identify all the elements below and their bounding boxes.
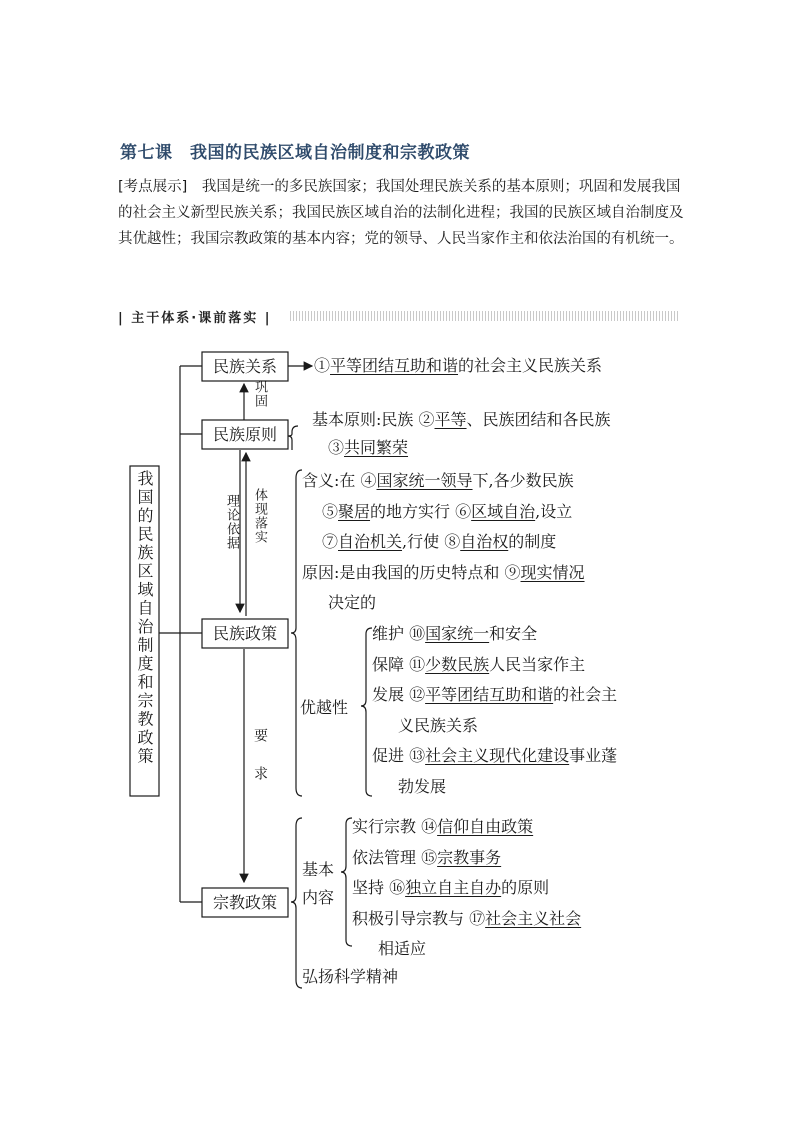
advantage-label: 优越性: [300, 698, 349, 717]
exam-points-text: 我国是统一的多民族国家；我国处理民族关系的基本原则；巩固和发展我国的社会主义新型民族关系；我国民族区域自治的法制化进程；我国的民族区域自治制度及其优越性；我国宗教政策的基本内容；党的领导、人民当家作主和依法治国的有机统一。: [118, 179, 684, 247]
label-consolidate: 巩固: [252, 380, 267, 408]
section-title: | 主干体系·课前落实 |: [118, 311, 272, 326]
answer-15: 宗教事务: [437, 847, 502, 867]
answer-13: 社会主义现代化建设: [425, 746, 570, 765]
box-principles-label: 民族原则: [212, 425, 277, 444]
answer-17: 社会主义社会: [485, 908, 582, 928]
meaning-block: 含义:在 ④国家统一领导下,各少数民族 ⑤聚居的地方实行 ⑥区域自治,设立 ⑦自治机关,行使 ⑧自治权的制度 原因:是由我国的历史特点和 ⑨现实情况 决定的: [302, 471, 585, 612]
principles-block: 基本原则:民族 ②平等、民族团结和各民族 ③共同繁荣: [312, 410, 611, 457]
advantage-item: 保障 ⑪少数民族人民当家作主: [372, 654, 586, 674]
answer-8: 自治权: [460, 532, 509, 551]
religion-item: 依法管理 ⑮宗教事务: [352, 847, 502, 867]
answer-2: 平等: [434, 410, 467, 429]
label-embody: 体现落实: [252, 488, 267, 544]
brace-policy: [291, 470, 302, 796]
answer-12: 平等团结互助和谐: [425, 685, 554, 704]
answer-16: 独立自主自办: [405, 878, 502, 897]
answer-1: 平等团结互助和谐: [330, 356, 459, 375]
brace-religion: [291, 818, 302, 988]
lesson-title: 第七课 我国的民族区域自治制度和宗教政策: [120, 143, 470, 163]
answer-14: 信仰自由政策: [437, 817, 534, 836]
answer-3: 共同繁荣: [344, 438, 409, 457]
box-relations-label: 民族关系: [212, 357, 277, 376]
answer-11: 少数民族: [425, 654, 490, 674]
advantage-item: 促进 ⑬社会主义现代化建设事业蓬: [372, 746, 618, 765]
answer-9: 现实情况: [520, 562, 585, 582]
answer-4: 国家统一领导: [376, 471, 473, 490]
religion-extra: 弘扬科学精神: [302, 967, 399, 986]
religion-content-list: 实行宗教 ⑭信仰自由政策 依法管理 ⑮宗教事务 坚持 ⑯独立自主自办的原则 积极引导宗教与 ⑰社会主义社会 相适应: [352, 812, 692, 965]
advantage-item: 发展 ⑫平等团结互助和谐的社会主: [372, 685, 618, 704]
answer-7: 自治机关: [338, 532, 403, 551]
answer-5: 聚居: [338, 501, 371, 521]
label-require: 要求: [252, 728, 268, 804]
label-theory: 理论依据: [224, 494, 239, 550]
advantage-list: 维护 ⑩国家统一和安全 保障 ⑪少数民族人民当家作主 发展 ⑫平等团结互助和谐的社会主 义民族关系 促进 ⑬社会主义现代化建设事业蓬 勃发展: [372, 619, 694, 802]
root-label: 我国的民族区域自治制度和宗教政策: [135, 470, 154, 766]
exam-points-tag: [考点展示]: [118, 179, 188, 195]
answer-10: 国家统一: [425, 624, 490, 643]
box-religion-label: 宗教政策: [212, 893, 277, 912]
box-policy-label: 民族政策: [212, 624, 277, 643]
brace-principles: [288, 426, 298, 450]
relations-line: ①平等团结互助和谐的社会主义民族关系: [314, 356, 603, 375]
religion-content-label: 基本内容: [302, 860, 335, 907]
religion-item: 实行宗教 ⑭信仰自由政策: [352, 817, 534, 836]
religion-item: 积极引导宗教与 ⑰社会主义社会: [352, 908, 582, 928]
advantage-item: 维护 ⑩国家统一和安全: [372, 624, 538, 643]
answer-6: 区域自治: [471, 501, 536, 521]
religion-item: 坚持 ⑯独立自主自办的原则: [352, 878, 550, 897]
